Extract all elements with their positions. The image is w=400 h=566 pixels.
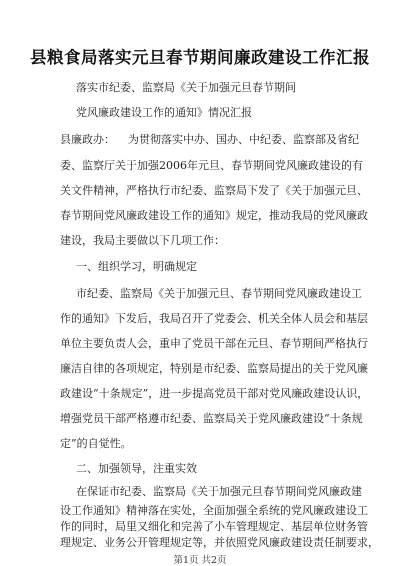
body-line: 理规定、业务公开管理规定等，并依照党风廉政建设责任制要求，	[60, 536, 379, 549]
body-line: 增强党员干部严格遵市纪委、监察局关于党风廉政建设“十条规	[60, 412, 363, 425]
section-heading: 一、组织学习，明确规定	[76, 260, 197, 273]
body-line: 委、监察厅关于加强2006年元旦、春节期间党风廉政建设的有	[60, 159, 363, 172]
document-title: 县粮食局落实元旦春节期间廉政建设工作汇报	[30, 48, 370, 67]
body-line: 落实市纪委、监察局《关于加强元旦春节期间	[76, 81, 296, 94]
body-line: 定”的自觉性。	[60, 437, 132, 450]
page-footer: 第1页 共2页	[173, 555, 227, 566]
body-line: 为贯彻落实中办、国办、中纪委、监察部及省纪	[128, 133, 359, 146]
body-line: 作的通知》下发后，我局召开了党委会、机关全体人员会和基层	[60, 312, 368, 325]
body-line: 设工作通知》精神落在实处，全面加强全系统的党风廉政建设工	[60, 504, 368, 517]
body-line: 党风廉政建设工作的通知》情况汇报	[76, 106, 252, 119]
body-line: 在保证市纪委、监察局《关于加强元旦春节期间党风廉政建	[76, 485, 362, 498]
section-heading: 二、加强领导，注重实效	[76, 462, 197, 475]
body-line: 单位主要负责人会，重申了党员干部在元旦、春节期间严格执行	[60, 337, 368, 350]
body-line: 春节期间党风廉政建设工作的通知》规定，推动我局的党风廉政	[60, 209, 368, 222]
body-line: 县廉政办：	[60, 133, 115, 146]
body-line: 廉洁自律的各项规定，特别是市纪委、监察局提出的关于党风廉	[60, 362, 368, 375]
body-line: 建设，我局主要做以下几项工作：	[60, 234, 225, 247]
body-line: 市纪委、监察局《关于加强元旦、春节期间党风廉政建设工	[76, 287, 362, 300]
body-line: 关文件精神，严格执行市纪委、监察局下发了《关于加强元旦、	[60, 184, 368, 197]
body-line: 作的同时，局里又细化和完善了小车管理规定、基层单位财务管	[60, 520, 368, 533]
body-line: 政建设“十条规定”，进一步提高党员干部对党风廉政建设认识，	[60, 387, 369, 400]
